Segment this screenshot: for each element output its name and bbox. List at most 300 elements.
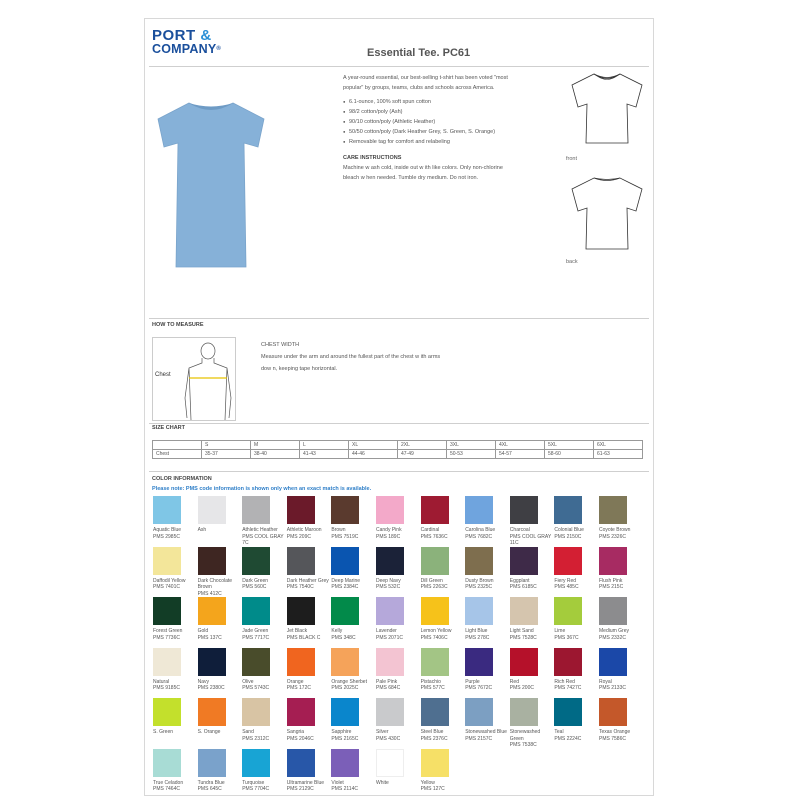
color-pms-code: PMS 7682C	[465, 533, 493, 540]
tshirt-product-image	[156, 101, 266, 269]
color-name: Texas Orange	[599, 729, 631, 735]
color-swatch	[287, 749, 315, 777]
color-pms-code: PMS 430C	[376, 735, 401, 742]
color-swatch	[153, 496, 181, 524]
color-swatch	[376, 648, 404, 676]
color-info-heading: COLOR INFORMATION	[152, 476, 212, 482]
color-pms-code: PMS 532C	[376, 584, 401, 590]
color-label	[421, 628, 466, 641]
color-label	[554, 729, 599, 742]
color-label	[242, 679, 287, 692]
size-value-cell: 44-46	[349, 450, 398, 459]
logo-mark: ®	[216, 46, 221, 52]
color-label	[599, 578, 644, 591]
size-header-cell: S	[202, 441, 251, 450]
color-label	[153, 729, 198, 736]
color-swatch	[421, 547, 449, 575]
color-name: Tundra Blue	[197, 779, 225, 786]
color-name: Teal	[554, 729, 564, 735]
color-pms-code: PMS 367C	[554, 634, 579, 641]
measure-instructions	[261, 339, 441, 375]
size-header-cell: XL	[349, 441, 398, 450]
color-swatch	[554, 547, 582, 575]
color-pms-code: PMS 137C	[197, 634, 222, 641]
page-title: Essential Tee. PC61	[367, 47, 471, 59]
color-pms-code: PMS 7519C	[331, 533, 359, 540]
color-name: Stonewashed Blue	[465, 729, 507, 735]
color-label	[376, 729, 421, 742]
color-name: Steel Blue	[420, 729, 444, 735]
color-pms-code: PMS 7401C	[153, 584, 180, 590]
color-pms-code: PMS 189C	[376, 533, 401, 540]
color-label	[376, 527, 421, 540]
color-swatch	[376, 597, 404, 625]
color-name: Violet	[331, 779, 344, 786]
color-label	[198, 780, 243, 793]
color-swatch	[510, 648, 538, 676]
color-label	[331, 780, 376, 793]
size-value-cell: 58-60	[545, 450, 594, 459]
color-pms-code: PMS 5743C	[242, 685, 270, 691]
color-swatch	[465, 496, 493, 524]
color-pms-code: PMS 7540C	[286, 584, 314, 590]
color-label	[554, 628, 599, 641]
size-value-cell: 38-40	[251, 450, 300, 459]
color-swatch	[331, 547, 359, 575]
color-name: Deep Marine	[331, 577, 361, 584]
size-header-cell: 5XL	[545, 441, 594, 450]
color-name: Ultramarine Blue	[286, 779, 325, 786]
color-swatch	[554, 648, 582, 676]
color-name: Navy	[197, 678, 209, 685]
divider	[149, 66, 649, 67]
color-swatch	[331, 597, 359, 625]
color-swatch	[242, 698, 270, 726]
color-label	[242, 780, 287, 793]
color-pms-code: PMS 412C	[197, 590, 222, 597]
feature-item: ● 50/50 cotton/poly (Dark Heather Grey, S. Green, S. Orange)	[343, 127, 508, 137]
color-label	[376, 628, 421, 641]
color-swatch	[421, 698, 449, 726]
color-name: Yellow	[420, 779, 435, 786]
color-name: Aquatic Blue	[153, 527, 182, 533]
color-label	[376, 578, 421, 591]
product-description	[343, 73, 508, 183]
measure-figure	[152, 337, 236, 421]
color-name: Eggplant	[509, 577, 530, 584]
color-label	[599, 628, 644, 641]
color-label	[599, 729, 644, 742]
size-value-cell: 41-43	[300, 450, 349, 459]
color-name: Sangria	[286, 729, 305, 735]
color-swatch	[599, 648, 627, 676]
color-label	[331, 628, 376, 641]
color-swatch	[242, 749, 270, 777]
color-swatch	[287, 547, 315, 575]
feature-item: ● 6.1-ounce, 100% soft spun cotton	[343, 97, 508, 107]
color-swatch	[331, 496, 359, 524]
color-label	[554, 679, 599, 692]
color-swatch	[376, 547, 404, 575]
color-label	[465, 578, 510, 591]
color-name: Lime	[554, 628, 566, 634]
color-name: Natural	[153, 678, 170, 685]
color-pms-code: PMS 2384C	[331, 584, 359, 590]
front-flat-drawing	[570, 71, 644, 147]
size-value-cell: 35-37	[202, 450, 251, 459]
color-pms-code: PMS 684C	[376, 685, 401, 691]
color-pms-code: PMS 7736C	[153, 634, 180, 641]
color-pms-code: PMS 2157C	[465, 735, 493, 742]
color-pms-code: PMS 2025C	[331, 685, 359, 691]
color-label	[198, 578, 243, 598]
color-pms-code: PMS 2326C	[599, 533, 626, 540]
color-name: Deep Navy	[376, 577, 401, 584]
color-swatch	[465, 648, 493, 676]
color-name: Royal	[599, 678, 612, 685]
color-pms-code: PMS 2133C	[599, 685, 626, 691]
color-pms-code: PMS 348C	[331, 634, 356, 641]
color-swatch	[554, 496, 582, 524]
color-name: Daffodil Yellow	[153, 577, 186, 584]
color-swatch	[465, 698, 493, 726]
color-label	[287, 729, 332, 742]
color-swatch	[376, 496, 404, 524]
color-swatch	[287, 698, 315, 726]
color-label	[599, 679, 644, 692]
color-pms-code: PMS 2114C	[331, 786, 358, 792]
color-name: White	[376, 779, 389, 786]
color-swatch	[198, 698, 226, 726]
color-swatch	[599, 698, 627, 726]
color-name: Kelly	[331, 628, 343, 634]
color-swatch	[510, 597, 538, 625]
color-label	[153, 578, 198, 591]
color-label	[198, 729, 243, 736]
color-name: Olive	[242, 678, 254, 685]
color-swatch	[331, 749, 359, 777]
color-pms-code: PMS 7406C	[420, 634, 448, 641]
color-label	[242, 628, 287, 641]
color-label	[510, 527, 555, 547]
color-name: True Celadon	[153, 779, 184, 786]
color-swatch	[242, 547, 270, 575]
size-chest-row	[153, 450, 643, 459]
size-value-cell: 54-57	[496, 450, 545, 459]
divider	[149, 423, 649, 424]
color-pms-code: PMS 7427C	[554, 685, 582, 691]
color-name: Turquoise	[242, 779, 265, 786]
color-pms-code: PMS 209C	[286, 533, 311, 540]
brand-logo	[152, 29, 236, 56]
color-pms-code: PMS 127C	[420, 786, 445, 792]
color-swatch	[421, 597, 449, 625]
color-swatch	[465, 597, 493, 625]
color-swatch	[153, 648, 181, 676]
size-chart-table	[152, 440, 643, 459]
color-pms-code: PMS 2071C	[376, 634, 403, 641]
color-swatch	[242, 496, 270, 524]
color-pms-code: PMS 2165C	[331, 735, 359, 742]
color-swatch	[599, 547, 627, 575]
feature-item: ● 98/2 cotton/poly (Ash)	[343, 107, 508, 117]
color-name: Forest Green	[153, 628, 183, 634]
color-swatch	[287, 597, 315, 625]
color-swatch	[376, 698, 404, 726]
color-name: Carolina Blue	[465, 527, 496, 533]
measure-item-text: Measure under the arm and around the fullest part of the chest w ith arms dow n, keeping tape horizontal.	[261, 354, 441, 372]
color-swatch	[510, 698, 538, 726]
intro-text: A year-round essential, our best-selling t-shirt has been voted "most popular" by groups, teams, clubs and schools across America.	[343, 75, 508, 91]
color-swatch	[554, 698, 582, 726]
logo-amp: &	[195, 27, 212, 44]
feature-item: ● 90/10 cotton/poly (Athletic Heather)	[343, 117, 508, 127]
color-pms-code: PMS 215C	[599, 584, 624, 590]
color-pms-code: PMS 7717C	[242, 634, 270, 641]
color-label	[242, 527, 287, 547]
color-label	[510, 729, 555, 749]
color-pms-code: PMS 2150C	[554, 533, 582, 540]
color-label	[331, 679, 376, 692]
color-label	[242, 729, 287, 742]
color-name: Brown	[331, 527, 346, 533]
color-pms-code: PMS 7538C	[509, 742, 537, 748]
color-name: Candy Pink	[376, 527, 402, 533]
size-header-cell: L	[300, 441, 349, 450]
color-label	[510, 679, 555, 692]
color-pms-code: PMS 200C	[509, 685, 534, 691]
color-label	[198, 527, 243, 534]
size-value-cell: 47-49	[398, 450, 447, 459]
color-swatch	[242, 597, 270, 625]
color-name: Pale Pink	[376, 678, 398, 685]
color-pms-code: PMS 485C	[554, 584, 579, 590]
how-to-measure-heading: HOW TO MEASURE	[152, 322, 204, 328]
color-name: Athletic Heather	[242, 527, 278, 533]
color-pms-code: PMS COOL GRAY 7C	[242, 533, 284, 546]
color-swatch	[198, 496, 226, 524]
color-pms-code: PMS 7672C	[465, 685, 493, 691]
care-text: Machine w ash cold, inside out w ith like colors. Only non-chlorine bleach w hen needed. Tumble dry medium. Do not iron.	[343, 165, 503, 181]
color-name: Athletic Maroon	[286, 527, 322, 533]
color-pms-code: PMS 7464C	[153, 786, 180, 792]
color-swatch	[421, 648, 449, 676]
color-name: Jade Green	[242, 628, 269, 634]
color-label	[242, 578, 287, 591]
measure-item-title: CHEST WIDTH	[261, 342, 300, 348]
color-pms-code: PMS BLACK C	[286, 634, 321, 641]
color-name: Sand	[242, 729, 254, 735]
color-label	[331, 729, 376, 742]
color-name: Cardinal	[420, 527, 440, 533]
color-swatch	[554, 597, 582, 625]
color-name: Rich Red	[554, 678, 575, 685]
color-pms-code: PMS 2263C	[420, 584, 448, 590]
color-name: S. Green	[153, 729, 174, 735]
color-label	[331, 578, 376, 591]
color-swatch	[287, 648, 315, 676]
color-pms-code: PMS 7586C	[599, 735, 626, 742]
color-label	[198, 628, 243, 641]
color-label	[465, 628, 510, 641]
color-swatch	[331, 648, 359, 676]
color-label	[153, 780, 198, 793]
color-label	[331, 527, 376, 540]
color-pms-code: PMS 7636C	[420, 533, 448, 540]
color-label	[153, 628, 198, 641]
color-swatch	[198, 648, 226, 676]
color-name: Colonial Blue	[554, 527, 584, 533]
size-header-cell: M	[251, 441, 300, 450]
color-swatch	[153, 698, 181, 726]
color-label	[198, 679, 243, 692]
color-pms-code: PMS 2332C	[599, 634, 626, 641]
color-label	[599, 527, 644, 540]
color-name: Purple	[465, 678, 480, 685]
spec-sheet	[144, 18, 654, 796]
color-name: Gold	[197, 628, 209, 634]
color-name: Flush Pink	[599, 577, 623, 584]
color-name: Coyote Brown	[599, 527, 631, 533]
color-label	[376, 679, 421, 692]
color-label	[287, 780, 332, 793]
color-name: Dark Green	[242, 577, 269, 584]
color-pms-code: PMS 2046C	[286, 735, 314, 742]
color-swatch	[465, 547, 493, 575]
size-value-cell: 61-63	[594, 450, 643, 459]
front-label: front	[566, 156, 578, 162]
color-label	[421, 729, 466, 742]
color-pms-code: PMS 9185C	[153, 685, 180, 691]
color-swatch	[510, 547, 538, 575]
size-header-cell: 2XL	[398, 441, 447, 450]
color-label	[153, 679, 198, 692]
color-pms-code: PMS 577C	[420, 685, 445, 691]
color-swatch	[331, 698, 359, 726]
size-header-row	[153, 441, 643, 450]
color-label	[153, 527, 198, 540]
color-swatch	[599, 597, 627, 625]
color-swatch	[421, 496, 449, 524]
color-label	[465, 527, 510, 540]
color-name: S. Orange	[197, 729, 221, 735]
color-pms-code: PMS 2312C	[242, 735, 270, 742]
size-header-cell: 3XL	[447, 441, 496, 450]
color-pms-code: PMS 172C	[286, 685, 311, 691]
color-label	[287, 679, 332, 692]
color-name: Lemon Yellow	[420, 628, 452, 634]
color-swatch	[198, 547, 226, 575]
color-label	[287, 628, 332, 641]
color-pms-code: PMS 2224C	[554, 735, 582, 742]
color-name: Stonewashed Green	[509, 729, 541, 742]
color-name: Ash	[197, 527, 207, 533]
color-label	[287, 527, 332, 540]
size-value-cell: 50-53	[447, 450, 496, 459]
color-pms-code: PMS COOL GRAY 11C	[509, 533, 552, 546]
color-label	[376, 780, 421, 787]
color-swatch	[153, 749, 181, 777]
color-swatch	[287, 496, 315, 524]
color-label	[510, 628, 555, 641]
color-swatch	[153, 547, 181, 575]
color-name: Silver	[376, 729, 389, 735]
person-outline-icon	[153, 338, 237, 422]
back-label: back	[566, 259, 578, 265]
color-name: Fiery Red	[554, 577, 577, 584]
color-pms-code: PMS 2380C	[197, 685, 225, 691]
color-swatch	[599, 496, 627, 524]
color-name: Jet Black	[286, 628, 308, 634]
color-pms-code: PMS 645C	[197, 786, 222, 792]
logo-port: PORT	[152, 27, 196, 44]
color-swatch	[510, 496, 538, 524]
color-swatch	[198, 749, 226, 777]
color-pms-code: PMS 7704C	[242, 786, 270, 792]
divider	[149, 471, 649, 472]
color-pms-code: PMS 2129C	[286, 786, 314, 792]
color-label	[465, 679, 510, 692]
color-name: Lavender	[376, 628, 397, 634]
color-name: Pistachio	[420, 678, 441, 685]
color-pms-code: PMS 278C	[465, 634, 490, 641]
size-header-cell: 6XL	[594, 441, 643, 450]
color-name: Sapphire	[331, 729, 352, 735]
color-label	[510, 578, 555, 591]
color-pms-code: PMS 2325C	[465, 584, 493, 590]
color-name: Dark Chocolate Brown	[197, 577, 233, 590]
size-row-label: Chest	[153, 450, 202, 459]
color-pms-code: PMS 2985C	[153, 533, 180, 540]
divider	[149, 318, 649, 319]
color-name: Orange	[286, 678, 304, 685]
feature-list	[343, 97, 508, 147]
color-swatch	[198, 597, 226, 625]
color-pms-code: PMS 6185C	[509, 584, 537, 590]
pms-note: Please note: PMS code information is shown only when an exact match is available.	[152, 486, 372, 492]
color-name: Light Blue	[465, 628, 488, 634]
color-label	[554, 578, 599, 591]
color-label	[421, 578, 466, 591]
color-pms-code: PMS 560C	[242, 584, 267, 590]
color-label	[287, 578, 332, 591]
color-swatch	[421, 749, 449, 777]
back-flat-drawing	[570, 175, 644, 253]
color-pms-code: PMS 7528C	[509, 634, 537, 641]
color-label	[421, 679, 466, 692]
feature-item: ● Removable tag for comfort and relabeling	[343, 137, 508, 147]
color-swatch	[376, 749, 404, 777]
color-name: Red	[509, 678, 519, 685]
color-swatch	[242, 648, 270, 676]
size-header-empty	[153, 441, 202, 450]
color-name: Orange Sherbet	[331, 678, 367, 685]
care-heading: CARE INSTRUCTIONS	[343, 155, 402, 161]
color-label	[554, 527, 599, 540]
color-name: Dusty Brown	[465, 577, 494, 584]
color-name: Charcoal	[509, 527, 530, 533]
color-name: Light Sand	[509, 628, 534, 634]
logo-company: COMPANY	[152, 42, 217, 56]
size-chart-heading: SIZE CHART	[152, 425, 185, 431]
color-swatch	[153, 597, 181, 625]
size-header-cell: 4XL	[496, 441, 545, 450]
color-label	[421, 780, 466, 793]
color-label	[421, 527, 466, 540]
color-name: Dark Heather Grey	[286, 577, 329, 584]
color-label	[465, 729, 510, 742]
color-pms-code: PMS 2376C	[420, 735, 448, 742]
